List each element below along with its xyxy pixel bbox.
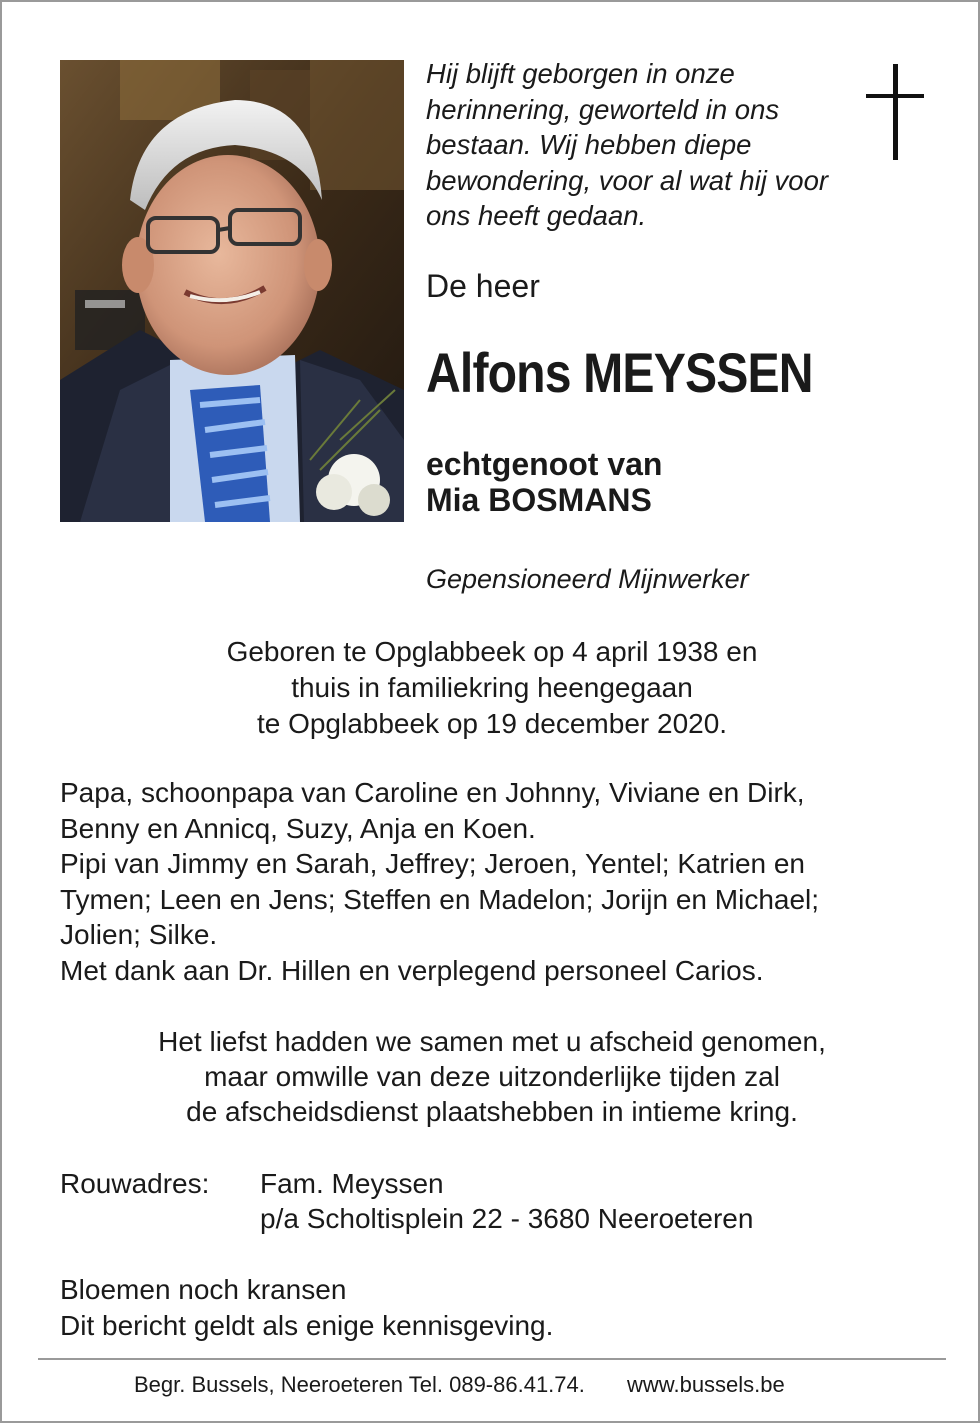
title-prefix: De heer [426,268,540,304]
address-label: Rouwadres: [60,1168,210,1199]
memorial-quote [426,56,896,234]
born-line: te Opglabbeek op 19 december 2020. [256,708,728,739]
farewell-line: Het liefst hadden we samen met u afscheid genomen, [158,1026,826,1057]
family-line: Tymen; Leen en Jens; Steffen en Madelon; Jorijn en Michael; [60,883,820,915]
deceased-name: Alfons MEYSSEN [426,341,813,404]
born-line: Geboren te Opglabbeek op 4 april 1938 en [226,636,758,667]
quote-line: bestaan. Wij hebben diepe [426,129,752,160]
spouse-label: echtgenoot van [426,446,663,482]
footer-divider [38,1358,946,1360]
farewell-line: maar omwille van deze uitzonderlijke tijden zal [204,1061,780,1092]
occupation: Gepensioneerd Mijnwerker [426,564,749,594]
closing-notice: Dit bericht geldt als enige kennisgeving. [60,1309,554,1341]
born-line: thuis in familiekring heengegaan [291,672,693,703]
website-link[interactable]: www.bussels.be [627,1372,785,1397]
family-line: Jolien; Silke. [60,919,218,950]
family-line: Met dank aan Dr. Hillen en verplegend personeel Carios. [60,954,764,986]
family-line: Pipi van Jimmy en Sarah, Jeffrey; Jeroen, Yentel; Katrien en [60,848,806,879]
birth-death-info [2,634,980,742]
farewell-notice [2,1024,980,1129]
footer [134,1372,785,1398]
family-list [60,775,940,988]
family-line: Benny en Annicq, Suzy, Anja en Koen. [60,812,536,844]
family-line: Papa, schoonpapa van Caroline en Johnny, Viviane en Dirk, [60,777,805,808]
funeral-home-info: Begr. Bussels, Neeroeteren Tel. 089-86.41.74. [134,1372,585,1397]
closing-flowers: Bloemen noch kransen [60,1274,347,1305]
farewell-line: de afscheidsdienst plaatshebben in intieme kring. [186,1096,798,1127]
spouse-name: Mia BOSMANS [426,482,652,518]
address-name: Fam. Meyssen [260,1168,444,1199]
spouse-info [426,446,662,518]
quote-line: herinnering, geworteld in ons [426,93,780,125]
quote-line: Hij blijft geborgen in onze [426,58,735,89]
quote-line: bewondering, voor al wat hij voor [426,164,829,196]
portrait-photo [60,60,404,522]
address-street: p/a Scholtisplein 22 - 3680 Neeroeteren [260,1203,754,1234]
closing-notes [60,1272,553,1343]
address-lines [260,1166,753,1236]
quote-line: ons heeft gedaan. [426,200,647,231]
